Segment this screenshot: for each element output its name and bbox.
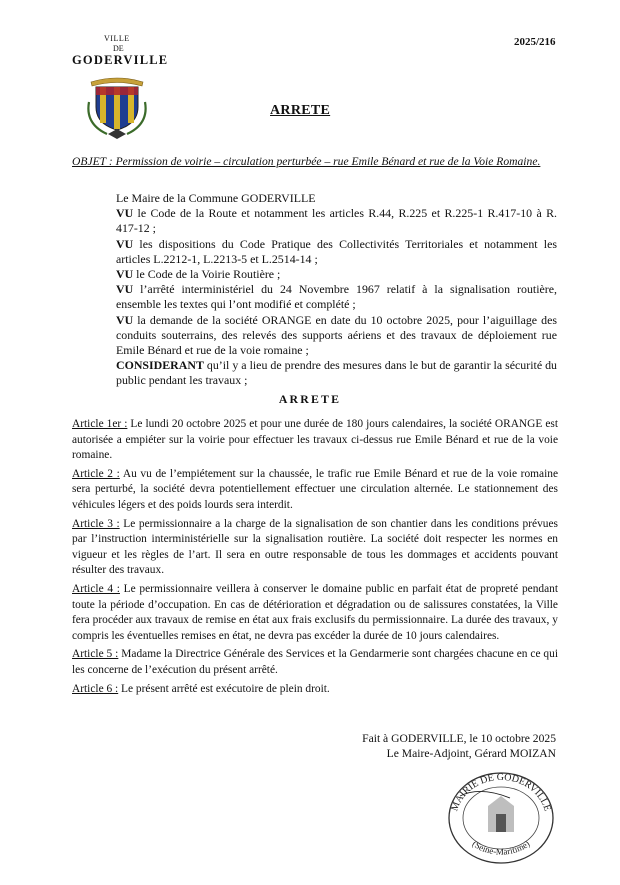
signatory: Le Maire-Adjoint, Gérard MOIZAN — [386, 747, 556, 761]
town-name: GODERVILLE — [72, 53, 169, 67]
preamble-line: VU la demande de la société ORANGE en date du 10 octobre 2025, pour l’aiguillage des conduits souterrains, des relevés des supports aériens et des travaux de déploiement rue Emile Bénard et rue de la voie romaine ; — [116, 312, 557, 358]
svg-text:(Seine-Maritime) — [470, 839, 531, 857]
signature-block — [300, 731, 556, 761]
preamble-line: VU le Code de la Route et notamment les articles R.44, R.225 et R.225-1 R.417-10 à R. 417-12 ; — [116, 206, 557, 236]
document-reference: 2025/216 — [514, 36, 556, 48]
official-stamp-icon — [440, 766, 562, 866]
article-2: Article 2 : Au vu de l’empiétement sur la chaussée, le trafic rue Emile Bénard et rue de la voie romaine sera perturbé, la société devra potentiellement effectuer une circulation alternée. Le stationnement des véhicules légers et des poids lourds sera interdit. — [72, 467, 558, 511]
preamble — [116, 191, 557, 389]
ville-de-label: DE — [113, 44, 124, 53]
place-date: Fait à GODERVILLE, le 10 octobre 2025 — [362, 732, 556, 745]
article-1: Article 1er : Le lundi 20 octobre 2025 et pour une durée de 180 jours calendaires, la société ORANGE est autorisée a empiéter sur la voirie pour effectuer les travaux ci-dessus rue Emile Bénard et rue de la voie romaine. — [72, 418, 559, 462]
preamble-line: VU les dispositions du Code Pratique des Collectivités Territoriales et notamment les articles L.2212-1, L.2213-5 et L.2514-14 ; — [116, 236, 557, 266]
article-3: Article 3 : Le permissionnaire a la charge de la signalisation de son chantier dans les conditions prévues par l’instruction interministérielle sur la signalisation routière. La société doit respecter les normes en vigueur et les règles de l’art. Il sera en outre responsable de tous les dommages et accidents pouvant résulter des travaux. — [72, 517, 558, 577]
section-title: ARRETE — [278, 392, 342, 406]
stamp-top-text: MAIRIE DE GODERVILLE — [449, 771, 553, 813]
preamble-line: VU l’arrêté interministériel du 24 Novembre 1967 relatif à la signalisation routière, ensemble les textes qui l’ont modifié et complété ; — [116, 282, 557, 312]
document-title: ARRETE — [270, 103, 331, 118]
article-4: Article 4 : Le permissionnaire veillera à conserver le domaine public en parfait état de propreté pendant toute la période d’occupation. En cas de détérioration et dégradation ou de salissures constatées, la Ville fera procéder aux travaux de remise en état aux frais exclusifs du permissionnaire. La durée des travaux, y compris les éventuelles remises en état, ne devra pas excéder la durée de 10 jours calendaires. — [72, 582, 558, 642]
preamble-line: CONSIDERANT qu’il y a lieu de prendre des mesures dans le but de garantir la sécurité du public pendant les travaux ; — [116, 358, 557, 388]
stamp-bottom-text: (Seine-Maritime) — [470, 838, 532, 857]
article-5: Article 5 : Madame la Directrice Générale des Services et la Gendarmerie sont chargées chacune en ce qui les concerne de l’exécution du présent arrêté. — [72, 648, 558, 676]
objet-line: OBJET : Permission de voirie – circulation perturbée – rue Emile Bénard et rue de la Voie Romaine. — [72, 155, 541, 168]
preamble-line: Le Maire de la Commune GODERVILLE — [116, 191, 316, 205]
town-crest-icon — [82, 72, 152, 142]
ville-label: VILLE — [104, 34, 130, 43]
articles — [72, 417, 558, 700]
article-6: Article 6 : Le présent arrêté est exécutoire de plein droit. — [72, 682, 330, 695]
preamble-line: VU le Code de la Voirie Routière ; — [116, 267, 281, 282]
